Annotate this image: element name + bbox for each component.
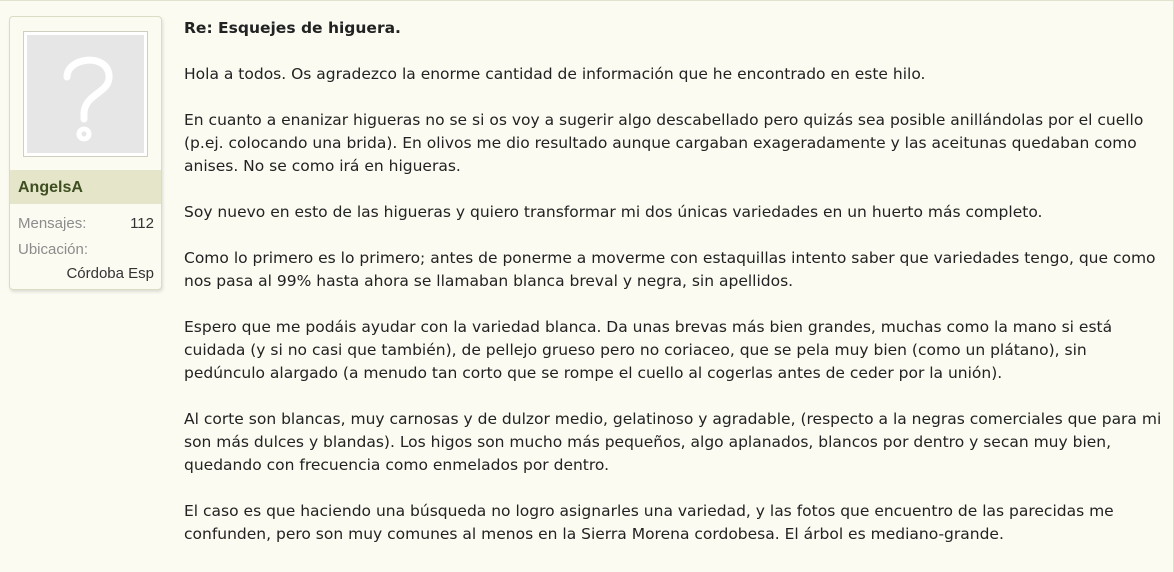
username-bar: [10, 170, 161, 204]
post-paragraph: Soy nuevo en esto de las higueras y quiero transformar mi dos únicas variedades en un huerto más completo.: [184, 203, 1043, 221]
avatar[interactable]: [27, 35, 144, 153]
author-card: [9, 16, 162, 290]
post-paragraph: El caso es que haciendo una búsqueda no logro asignarles una variedad, y las fotos que encuentro de las parecidas me confunden, pero son muy comunes al menos en la Sierra Morena cordobesa. El árbol es mediano-grande.: [184, 502, 1114, 543]
post-content: [184, 17, 1170, 569]
post-paragraph: Como lo primero es lo primero; antes de ponerme a moverme con estaquillas intento saber que variedades tengo, que como nos pasa al 99% hasta ahora se llamaban blanca breval y negra, sin apellidos.: [184, 249, 1156, 290]
posts-count: 112: [130, 215, 154, 232]
posts-label: Mensajes:: [18, 215, 87, 232]
author-username[interactable]: AngelsA: [18, 179, 83, 196]
post-paragraph: Espero que me podáis ayudar con la variedad blanca. Da unas brevas más bien grandes, muchas como la mano si está cuidada (y si no casi que también), de pellejo grueso pero no coriaceo, que se pela muy bien (como un plátano), sin pedúnculo alargado (a menudo tan corto que se rompe el cuello al cogerlas antes de ceder por la unión).: [184, 318, 1113, 382]
avatar-frame[interactable]: [23, 31, 148, 157]
post-title: Re: Esquejes de higuera.: [184, 19, 401, 37]
location-value: Córdoba Esp: [66, 265, 154, 282]
post-paragraph: Hola a todos. Os agradezco la enorme cantidad de información que he encontrado en este hilo.: [184, 65, 926, 83]
post-paragraph: En cuanto a enanizar higueras no se si os voy a sugerir algo descabellado pero quizás sea posible anillándolas por el cuello (p.ej. colocando una brida). En olivos me dio resultado aunque cargaban exageradamente y las aceitunas quedaban como anises. No se como irá en higueras.: [184, 111, 1144, 175]
location-label: Ubicación:: [18, 241, 89, 258]
question-mark-icon: [27, 35, 144, 153]
post-paragraph: Al corte son blancas, muy carnosas y de dulzor medio, gelatinoso y agradable, (respecto a la negras comerciales que para mi son más dulces y blandas). Los higos son mucho más pequeños, algo aplanados, blancos por dentro y secan muy bien, quedando con frecuencia como enmelados por dentro.: [184, 410, 1162, 474]
